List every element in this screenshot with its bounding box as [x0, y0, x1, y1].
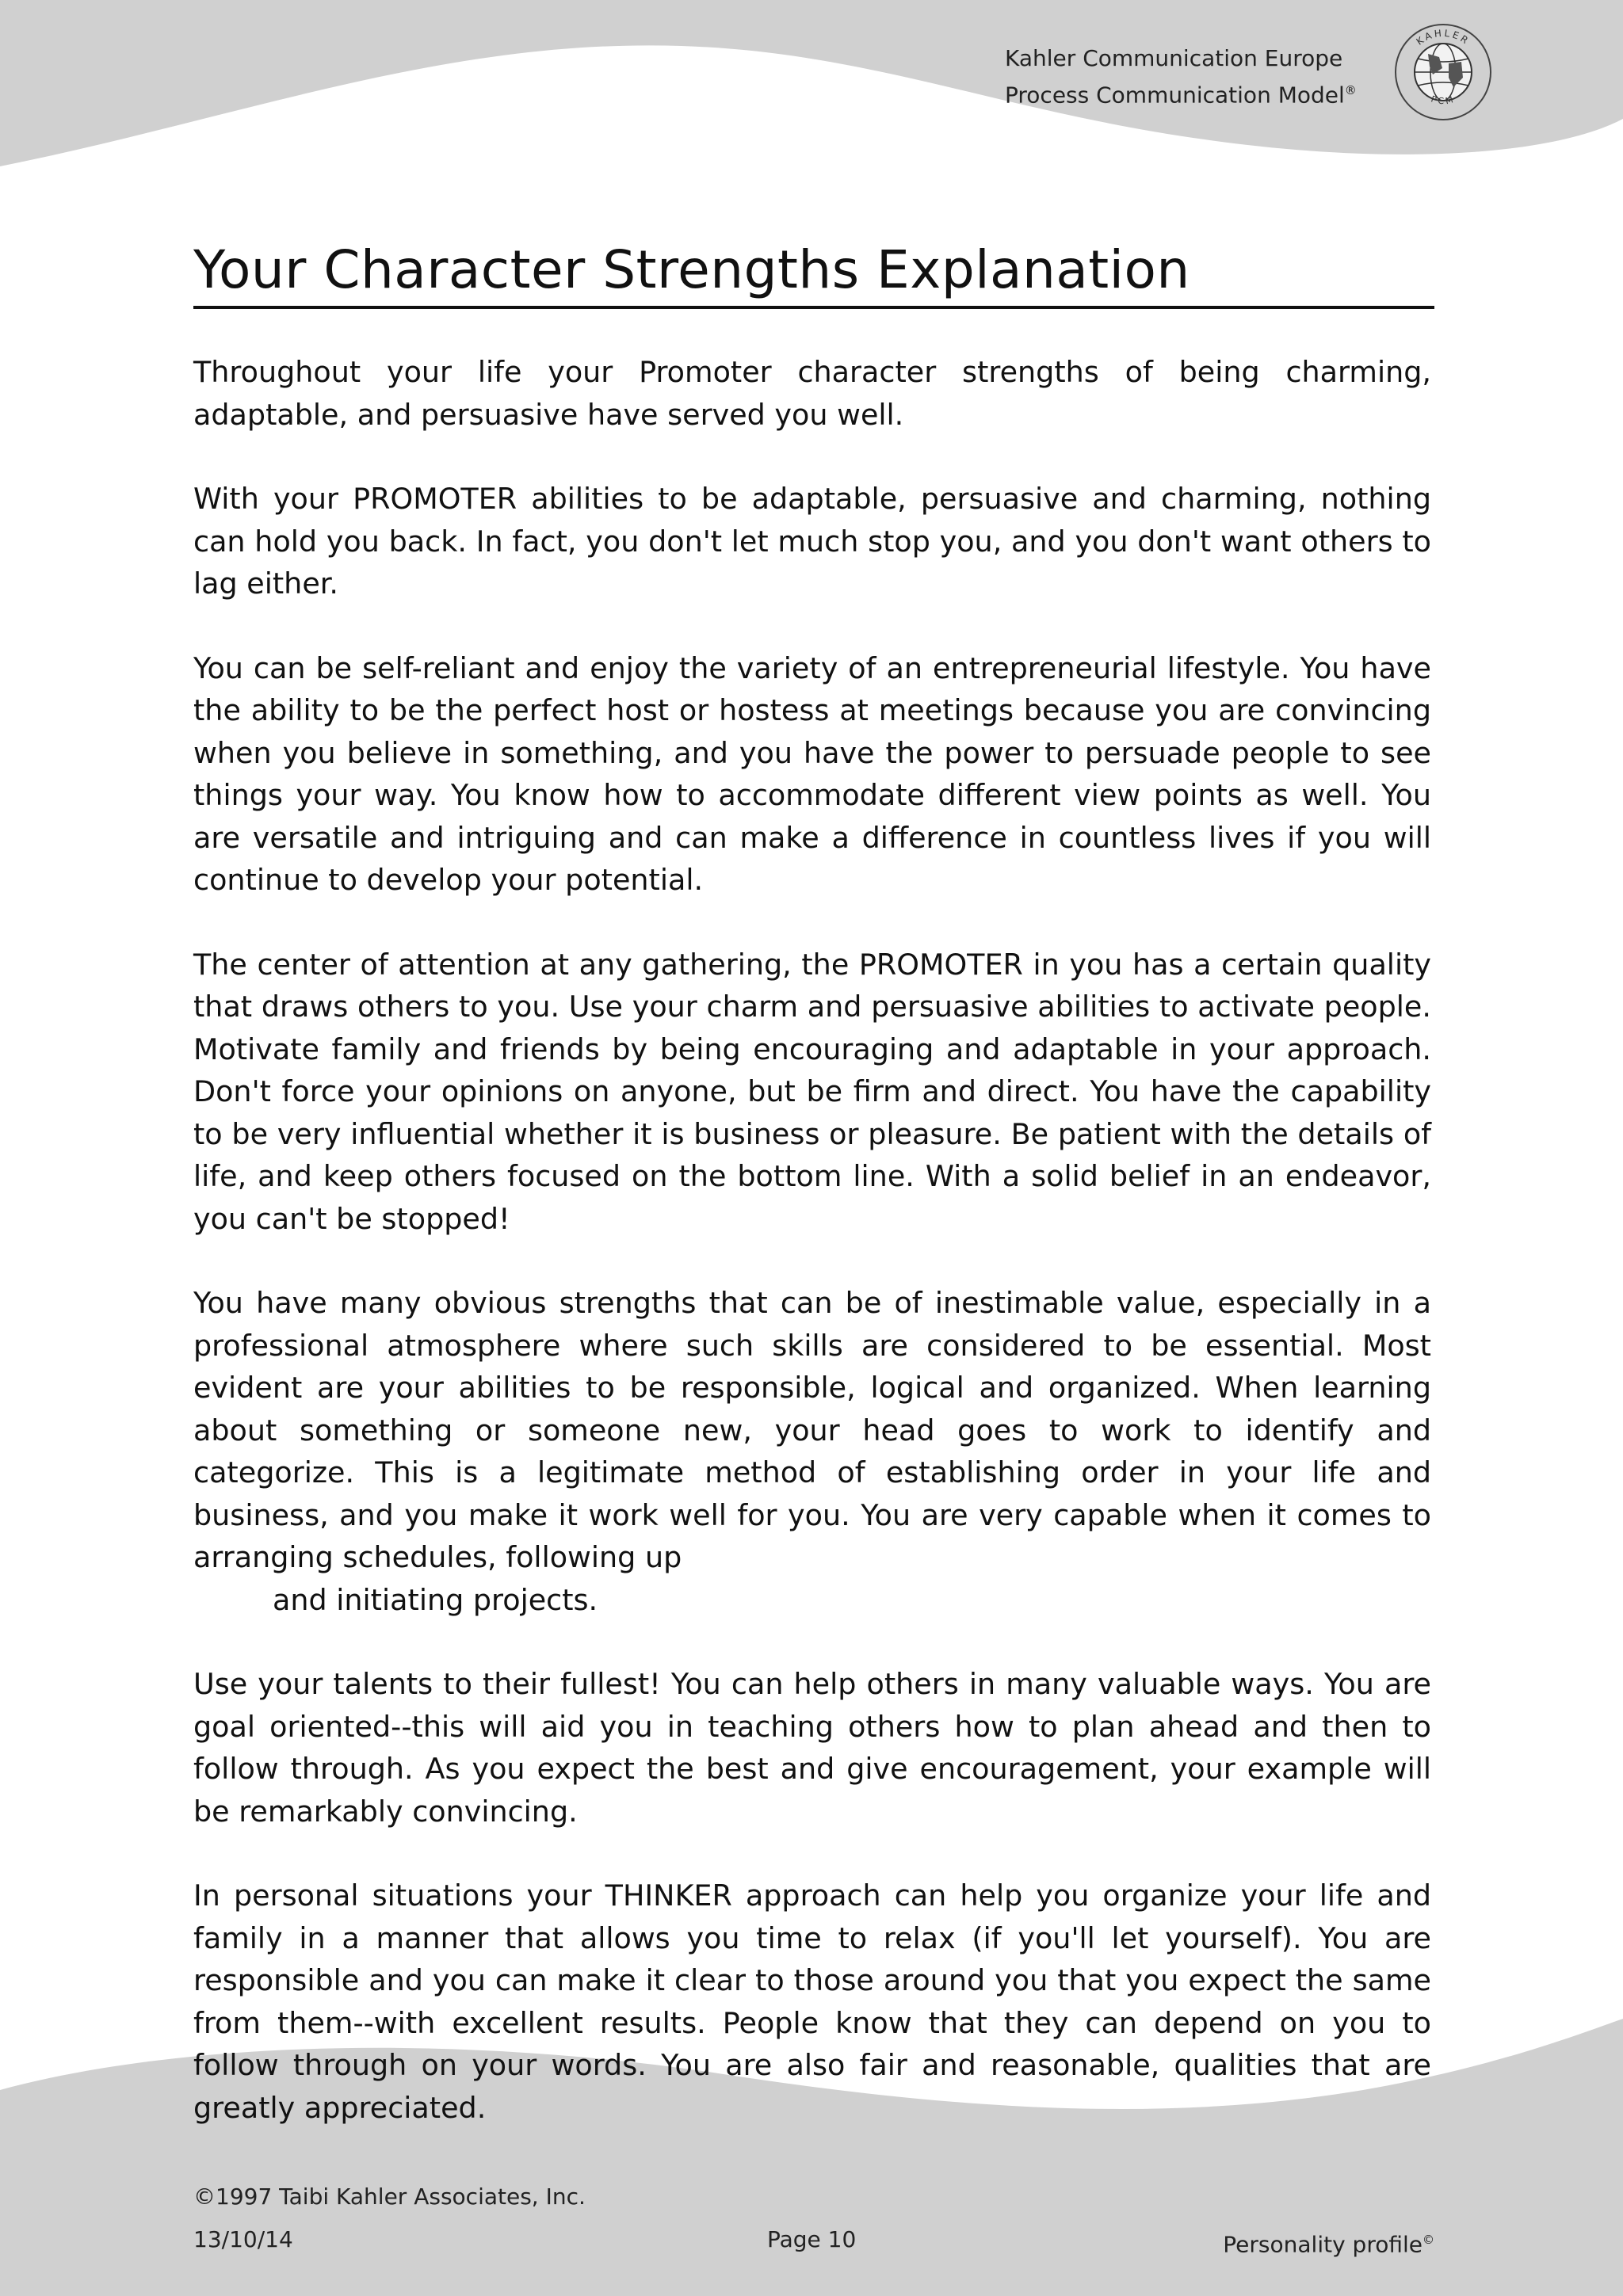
model-name-text: Process Communication Model: [1005, 82, 1345, 109]
header-wave-decoration: [0, 0, 1623, 190]
body-text: [193, 351, 1431, 2171]
paragraph-text: You have many obvious strengths that can be of inestimable value, especially in a professional atmosphere where such skills are considered to be essential. Most evident are your abilities to be responsible, logical and organized. When learning about something or someone new, your head goes to work to identify and categorize. This is a legitimate method of establishing order in your life and business, and you make it work well for you. You are very capable when it comes to arranging schedules, following up: [193, 1286, 1431, 1574]
model-name: [1005, 74, 1357, 111]
paragraph: Use your talents to their fullest! You can help others in many valuable ways. You are goal oriented--this will aid you in teaching others how to plan ahead and then to follow through. As you expect the best and give encouragement, your example will be remarkably convincing.: [193, 1667, 1431, 1829]
paragraph: The center of attention at any gathering, the PROMOTER in you has a certain quality that draws others to you. Use your charm and persuasive abilities to activate people. Motivate family and friends by being encouraging and adaptable in your approach. Don't force your opinions on anyone, but be firm and direct. You have the capability to be very influential whether it is business or pleasure. Be patient with the details of life, and keep others focused on the bottom line. With a solid belief in an endeavor, you can't be stopped!: [193, 947, 1431, 1236]
logo-text-bottom: PCM: [1430, 93, 1457, 107]
logo-text-top: KAHLER: [1414, 27, 1472, 48]
registered-mark: ®: [1344, 83, 1357, 97]
footer-profile: [1223, 2225, 1434, 2260]
globe-seal-icon: [1393, 22, 1493, 122]
paragraph-continuation: and initiating projects.: [273, 1582, 598, 1617]
paragraph: In personal situations your THINKER approach can help you organize your life and family in a manner that allows you time to relax (if you'll let yourself). You are responsible and you can make it clear to those around you that you expect the same from them--with excellent results. People know that they can depend on you to follow through on your words. You are also fair and reasonable, qualities that are greatly appreciated.: [193, 1878, 1431, 2125]
page-title: Your Character Strengths Explanation: [193, 236, 1434, 309]
paragraph: Throughout your life your Promoter character strengths of being charming, adaptable, and persuasive have served you well.: [193, 355, 1431, 432]
paragraph: You can be self-reliant and enjoy the variety of an entrepreneurial lifestyle. You have the ability to be the perfect host or hostess at meetings because you are convincing when you believe in something, and you have the power to persuade people to see things your way. You know how to accommodate different view points as well. You are versatile and intriguing and can make a difference in countless lives if you will continue to develop your potential.: [193, 650, 1431, 897]
paragraph: [193, 1282, 1431, 1621]
footer-date: 13/10/14: [193, 2226, 293, 2252]
footer-copyright: ©1997 Taibi Kahler Associates, Inc.: [193, 2183, 586, 2210]
paragraph: With your PROMOTER abilities to be adaptable, persuasive and charming, nothing can hold you back. In fact, you don't let much stop you, and you don't want others to lag either.: [193, 482, 1431, 601]
header-block: [1005, 43, 1357, 111]
footer-profile-text: Personality profile: [1223, 2231, 1423, 2258]
footer-row: [193, 2225, 1434, 2256]
copyright-mark: ©: [1423, 2233, 1434, 2247]
page-number: Page 10: [767, 2226, 857, 2252]
company-name: Kahler Communication Europe: [1005, 45, 1343, 71]
